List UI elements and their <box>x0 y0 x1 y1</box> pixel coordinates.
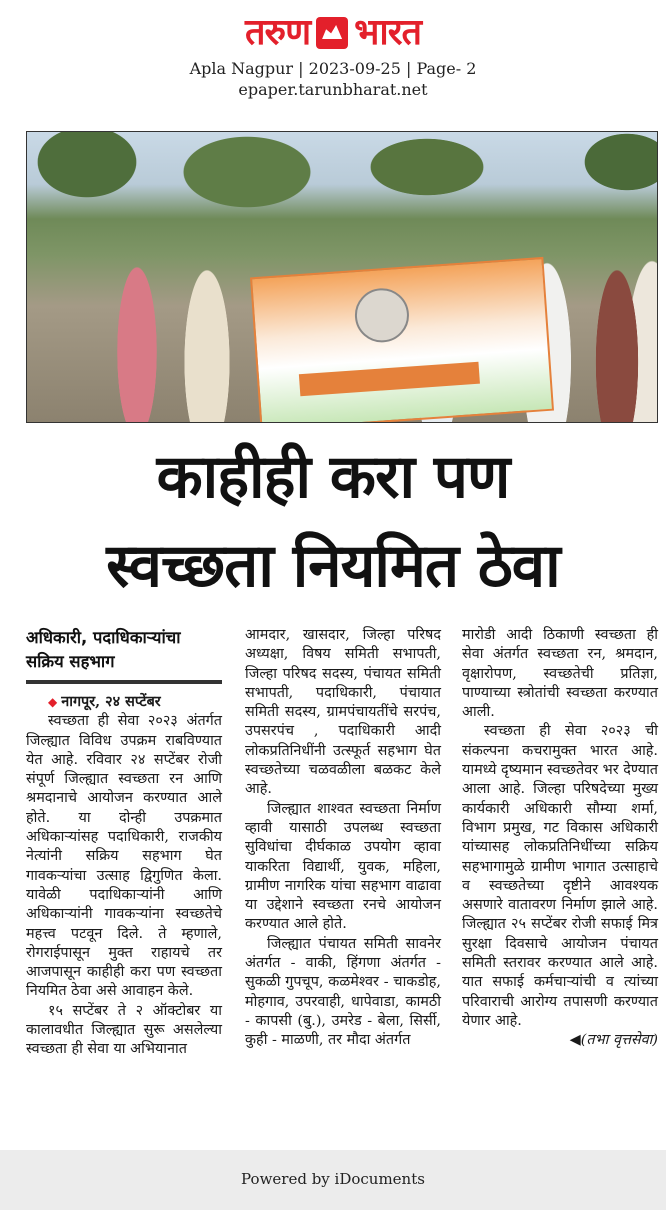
powered-by-text[interactable]: Powered by iDocuments <box>241 1170 425 1188</box>
masthead <box>0 8 666 100</box>
photo-banner <box>250 257 554 423</box>
footer <box>0 1150 666 1210</box>
paragraph: स्वच्छता ही सेवा २०२३ ची संकल्पना कचरामुक्त भारत आहे. यामध्ये दृष्यमान स्वच्छतेवर भर देण्यात आला आहे. जिल्हा परिषदेच्या मुख्य कार्यकारी अधिकारी सौम्या शर्मा, विभाग प्रमुख, गट विकास अधिकारी यांच्यासह लोकप्रतिनिधींच्या सक्रिय सहभागामुळे ग्रामीण भागात उत्साहाचे व स्वच्छतेच्या दृष्टीने आवश्यक असणारे वातावरण निर्माण झाले आहे. जिल्ह्यात २५ सप्टेंबर रोजी सफाई मित्र सुरक्षा दिवसाचे आयोजन पंचायत समिती स्तरावर करण्यात आले आहे. यात सफाई कर्मचाऱ्यांची व त्यांच्या परिवाराची आरोग्य तपासणी करण्यात येणार आहे. <box>462 723 658 1029</box>
dateline <box>26 692 222 712</box>
epaper-url[interactable]: epaper.tarunbharat.net <box>238 80 428 99</box>
article-column-1 <box>26 626 222 1060</box>
diamond-bullet-icon: ◆ <box>48 695 58 709</box>
article-column-3 <box>462 626 658 1051</box>
paragraph: १५ सप्टेंबर ते २ ऑक्टोबर या कालावधीत जिल्ह्यात सुरू असलेल्या स्वच्छता ही सेवा या अभियानात <box>26 1002 222 1058</box>
article-photo <box>26 131 658 423</box>
newspaper-logo <box>0 8 666 58</box>
article-column-2 <box>245 626 441 1051</box>
edition-meta: Apla Nagpur | 2023-09-25 | Page- 2 <box>189 59 477 78</box>
logo-emblem-icon <box>316 17 348 49</box>
paragraph: स्वच्छता ही सेवा २०२३ अंतर्गत जिल्ह्यात विविध उपक्रम राबविण्यात येत आहे. रविवार २४ सप्टेंबर रोजी संपूर्ण जिल्ह्यात स्वच्छता रन आणि श्रमदानाचे आयोजन करण्यात आले होते. या दोन्ही उपक्रमात अधिकाऱ्यांसह पदाधिकारी, राजकीय नेत्यांनी सक्रिय सहभाग घेत गावकऱ्यांचा उत्साह द्विगुणित केला. यावेळी पदाधिकाऱ्यांनी आणि अधिकाऱ्यांनी गावकऱ्यांना स्वच्छतेचे महत्त्व पटवून दिले. ते म्हणाले, रोगराईपासून मुक्त राहायचे तर आजपासून काहीही करा पण स्वच्छता नियमित ठेवा असे आवाहन केले. <box>26 713 222 1000</box>
headline-line-2: स्वच्छता नियमित ठेवा <box>106 531 560 601</box>
headline-line-1: काहीही करा पण <box>156 442 510 512</box>
banner-strip <box>299 362 480 397</box>
byline: ◀(तभा वृत्तसेवा) <box>569 1032 658 1049</box>
banner-portrait-icon <box>353 287 411 345</box>
paragraph: मारोडी आदी ठिकाणी स्वच्छता ही सेवा अंतर्गत स्वच्छता रन, श्रमदान, वृक्षारोपण, स्वच्छतेची प्रतिज्ञा, पाण्याच्या स्त्रोतांची स्वच्छता करण्यात आली. <box>462 627 658 721</box>
dateline-text: नागपूर, २४ सप्टेंबर <box>61 693 161 710</box>
logo-word-left: तरुण <box>245 12 311 53</box>
article-subhead: अधिकारी, पदाधिकाऱ्यांचा सक्रिय सहभाग <box>26 626 222 684</box>
paragraph: जिल्ह्यात शाश्वत स्वच्छता निर्माण व्हावी यासाठी उपलब्ध स्वच्छता सुविधांचा दीर्घकाळ उपयोग व्हावा याकरिता विद्यार्थी, युवक, महिला, ग्रामीण नागरिक यांचा सहभाग वाढावा या उद्देशाने स्वच्छता रनचे आयोजन करण्यात आले होते. <box>245 800 441 933</box>
paragraph: आमदार, खासदार, जिल्हा परिषद अध्यक्षा, विषय समिती सभापती, जिल्हा परिषद सदस्य, पंचायत समिती सभापती, पदाधिकारी, पंचायात समिती सदस्य, ग्रामपंचायतींचे सरपंच, उपसरपंच , पदाधिकारी आदी लोकप्रतिनिधींनी उत्स्फूर्त सहभाग घेत स्वच्छतेच्या चळवळीला बळकट केले आहे. <box>245 627 441 798</box>
paragraph: जिल्ह्यात पंचायत समिती सावनेर अंतर्गत - वाकी, हिंगणा अंतर्गत - सुकळी गुपचूप, कळमेश्वर - चाकडोह, मोहगाव, उपरवाही, धापेवाडा, कामठी - कापसी (बु.), उमरेड - बेला, सिर्सी, कुही - माळणी, तर मौदा अंतर्गत <box>245 935 441 1049</box>
logo-word-right: भारत <box>354 12 421 53</box>
